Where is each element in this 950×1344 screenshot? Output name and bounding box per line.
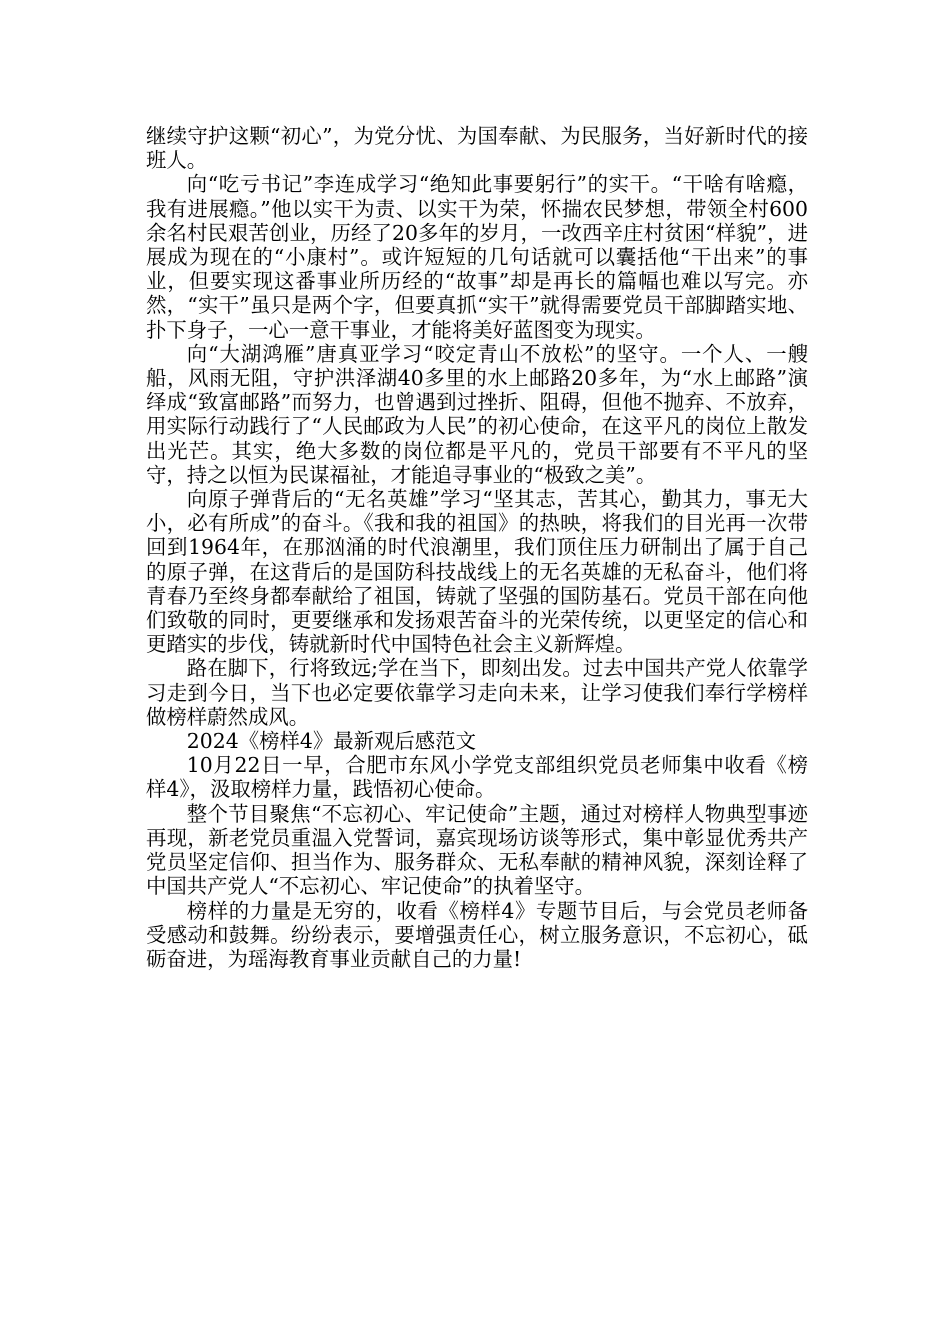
paragraph-3: 向“大湖鸿雁”唐真亚学习“咬定青山不放松”的坚守。一个人、一艘船，风雨无阻，守护洪泽湖40多里的水上邮路20多年，为“水上邮路”演绎成“致富邮路”而努力，也曾遇到过挫折、阻碍，但他不抛弃、不放弃，用实际行动践行了“人民邮政为人民”的初心使命，在这平凡的岗位上散发出光芒。其实，绝大多数的岗位都是平凡的，党员干部要有不平凡的坚守，持之以恒为民谋福祉，才能追寻事业的“极致之美”。 <box>146 341 808 487</box>
paragraph-9: 榜样的力量是无穷的，收看《榜样4》专题节目后，与会党员老师备受感动和鼓舞。纷纷表示，要增强责任心，树立服务意识，不忘初心，砥砺奋进，为瑶海教育事业贡献自己的力量! <box>146 898 808 971</box>
paragraph-7: 10月22日一早，合肥市东风小学党支部组织党员老师集中收看《榜样4》，汲取榜样力量，践悟初心使命。 <box>146 753 808 802</box>
document-page <box>146 124 808 971</box>
section-heading: 2024《榜样4》最新观后感范文 <box>186 729 476 754</box>
paragraph-1: 继续守护这颗“初心”，为党分忧、为国奉献、为民服务，当好新时代的接班人。 <box>146 124 808 173</box>
paragraph-5: 路在脚下，行将致远;学在当下，即刻出发。过去中国共产党人依靠学习走到今日，当下也必定要依靠学习走向未来，让学习使我们奉行学榜样做榜样蔚然成风。 <box>146 656 808 729</box>
paragraph-2: 向“吃亏书记”李连成学习“绝知此事要躬行”的实干。“干啥有啥瘾，我有进展瘾。”他以实干为责、以实干为荣，怀揣农民梦想，带领全村600余名村民艰苦创业，历经了20多年的岁月，一改西辛庄村贫困“样貌”，进展成为现在的“小康村”。或许短短的几句话就可以囊括他“干出来”的事业，但要实现这番事业所历经的“故事”却是再长的篇幅也难以写完。亦然，“实干”虽只是两个字，但要真抓“实干”就得需要党员干部脚踏实地、扑下身子，一心一意干事业，才能将美好蓝图变为现实。 <box>146 172 808 342</box>
paragraph-4: 向原子弹背后的“无名英雄”学习“坚其志，苦其心，勤其力，事无大小，必有所成”的奋斗。《我和我的祖国》的热映，将我们的目光再一次带回到1964年，在那汹涌的时代浪潮里，我们顶住压力研制出了属于自己的原子弹，在这背后的是国防科技战线上的无名英雄的无私奋斗，他们将青春乃至终身都奉献给了祖国，铸就了坚强的国防基石。党员干部在向他们致敬的同时，更要继承和发扬艰苦奋斗的光荣传统，以更坚定的信心和更踏实的步伐，铸就新时代中国特色社会主义新辉煌。 <box>146 487 808 657</box>
paragraph-8: 整个节目聚焦“不忘初心、牢记使命”主题，通过对榜样人物典型事迹再现，新老党员重温入党誓词，嘉宾现场访谈等形式，集中彰显优秀共产党员坚定信仰、担当作为、服务群众、无私奉献的精神风貌，深刻诠释了中国共产党人“不忘初心、牢记使命”的执着坚守。 <box>146 801 808 899</box>
